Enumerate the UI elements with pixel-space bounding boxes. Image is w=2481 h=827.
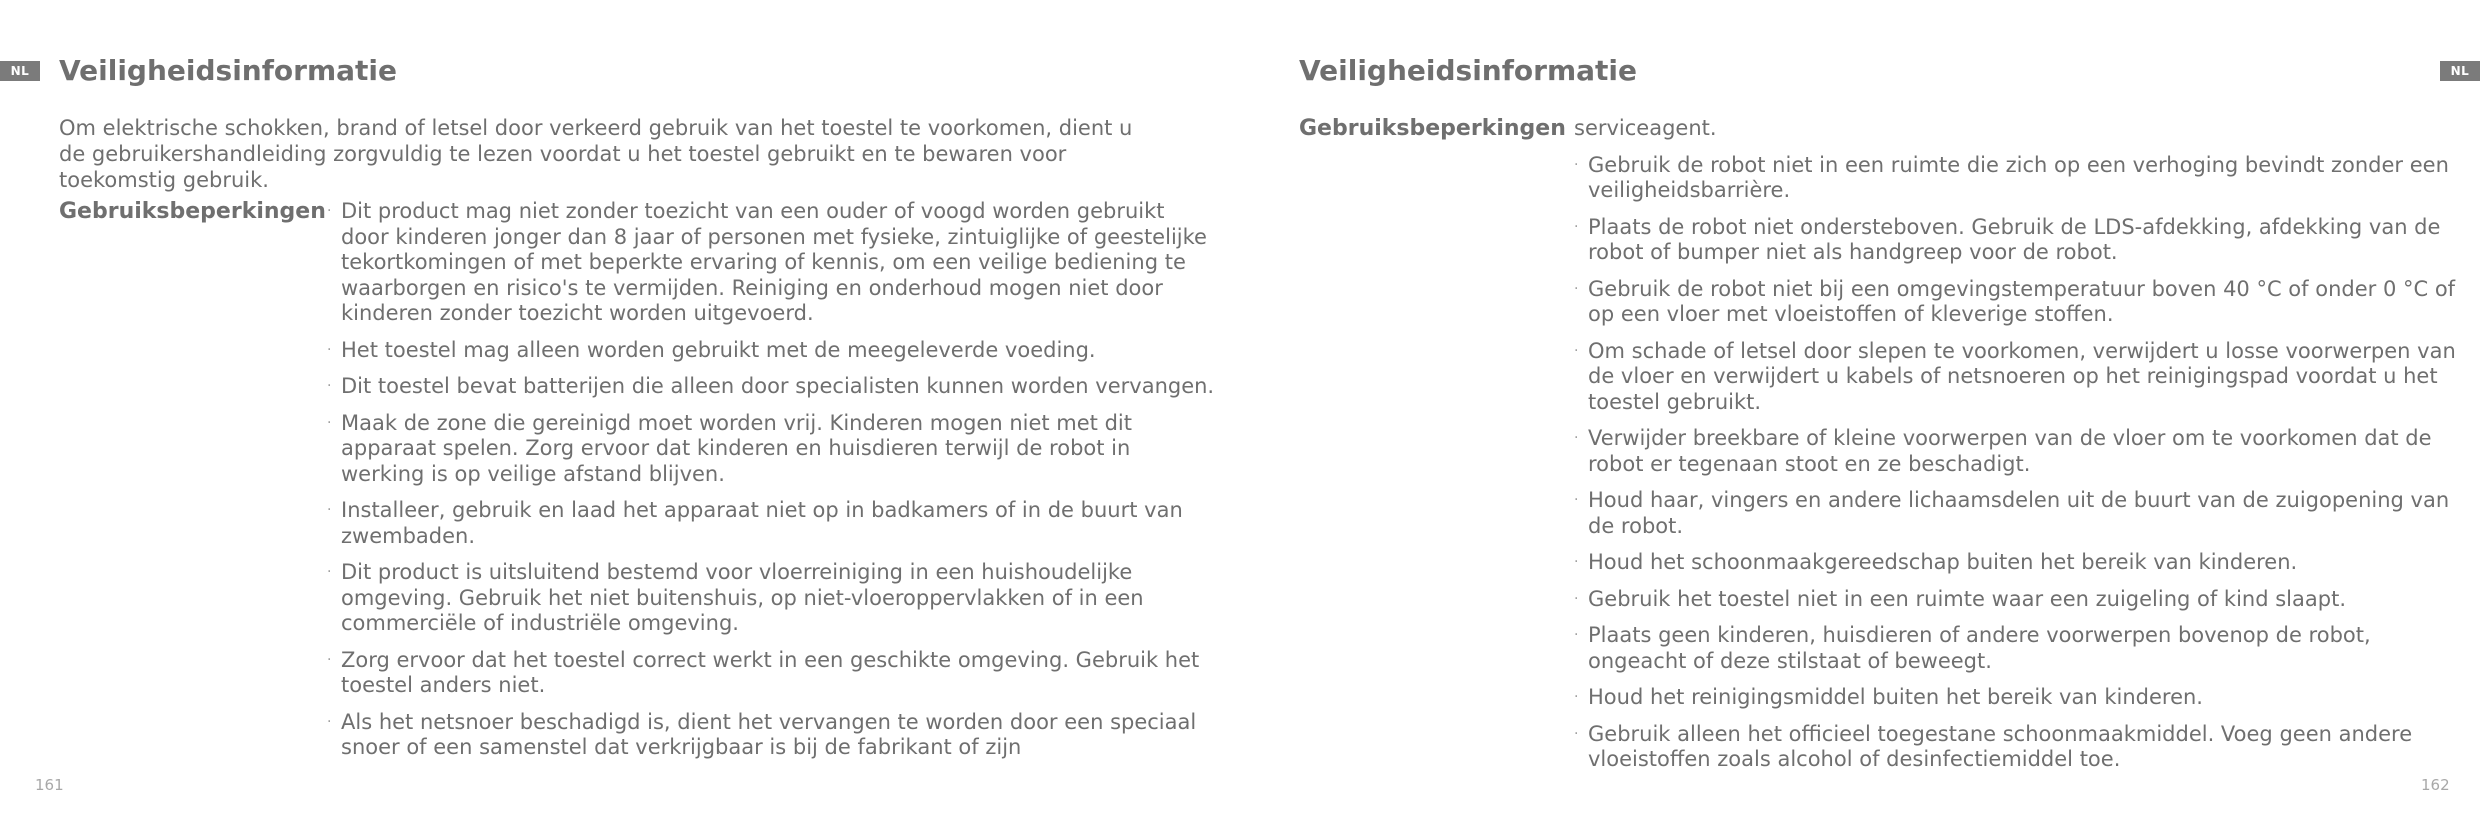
page-title: Veiligheidsinformatie — [59, 54, 397, 87]
bullet-dot-icon: · — [327, 713, 332, 730]
list-item: · Plaats de robot niet ondersteboven. Gebruik de LDS-afdekking, afdekking van de robot of bumper niet als handgreep voor de robot. — [1574, 214, 2441, 264]
bullet-dot-icon: · — [1574, 342, 1579, 359]
list-item: · Dit product is uitsluitend bestemd voor vloerreiniging in een huishoudelijke omgeving. Gebruik het niet buitenshuis, op niet-vloeroppervlakken of in een commerciële of industriële omgeving. — [327, 560, 1144, 635]
list-item: · Verwijder breekbare of kleine voorwerpen van de vloer om te voorkomen dat de robot er tegenaan stoot en ze beschadigt. — [1574, 426, 2432, 476]
bullet-dot-icon: · — [327, 564, 332, 580]
bullet-dot-icon: · — [1574, 689, 1579, 705]
page-title: Veiligheidsinformatie — [1299, 54, 1637, 87]
bullet-dot-icon: · — [1574, 554, 1579, 570]
bullet-list — [1574, 116, 2464, 784]
language-tab: NL — [2440, 61, 2480, 81]
bullet-dot-icon: · — [327, 378, 332, 394]
list-item: · Gebruik de robot niet bij een omgevingstemperatuur boven 40 °C of onder 0 °C of op een vloer met vloeistoffen of kleverige stoffen. — [1574, 276, 2456, 326]
list-item: · Maak de zone die gereinigd moet worden vrij. Kinderen mogen niet met dit apparaat spelen. Zorg ervoor dat kinderen en huisdieren terwijl de robot in werking is op veilige afstand blijven. — [327, 410, 1132, 486]
bullet-dot-icon: · — [1574, 218, 1579, 235]
list-item: · Het toestel mag alleen worden gebruikt met de meegeleverde voeding. — [327, 337, 1096, 362]
bullet-dot-icon: · — [1574, 590, 1579, 607]
list-item: · Gebruik het toestel niet in een ruimte waar een zuigeling of kind slaapt. — [1574, 586, 2346, 611]
list-item: · Gebruik de robot niet in een ruimte die zich op een verhoging bevindt zonder een veiligheidsbarrière. — [1574, 152, 2449, 202]
list-item: · Dit product mag niet zonder toezicht van een ouder of voogd worden gebruikt door kinderen jonger dan 8 jaar of personen met fysieke, zintuiglijke of geestelijke tekortkomingen of met beperkte ervaring of kennis, om een veilige bediening te waarborgen en risico's te vermijden. Reiniging en onderhoud mogen niet door kinderen zonder toezicht worden uitgevoerd. — [327, 199, 1207, 325]
right-page — [1241, 0, 2481, 827]
bullet-dot-icon: · — [327, 502, 332, 518]
left-page — [0, 0, 1240, 827]
intro-paragraph: Om elektrische schokken, brand of letsel door verkeerd gebruik van het toestel te voorkomen, dient u de gebruikershandleiding zorgvuldig te lezen voordat u het toestel gebruikt en te bewaren voor toekomstig gebruik. — [59, 116, 1133, 192]
list-item: · Installeer, gebruik en laad het apparaat niet op in badkamers of in de buurt van zwembaden. — [327, 498, 1183, 548]
list-item: · Houd het reinigingsmiddel buiten het bereik van kinderen. — [1574, 685, 2203, 709]
list-item-continuation: serviceagent. — [1574, 116, 1717, 140]
list-item: · Als het netsnoer beschadigd is, dient het vervangen te worden door een speciaal snoer of een samenstel dat verkrijgbaar is bij de fabrikant of zijn — [327, 709, 1197, 759]
bullet-dot-icon: · — [1574, 492, 1579, 508]
list-item: · Houd haar, vingers en andere lichaamsdelen uit de buurt van de zuigopening van de robot. — [1574, 488, 2450, 538]
bullet-dot-icon: · — [1574, 280, 1579, 297]
list-item: · Om schade of letsel door slepen te voorkomen, verwijdert u losse voorwerpen van de vloer en verwijdert u kabels of netsnoeren op het reinigingspad voordat u het toestel gebruikt. — [1574, 338, 2456, 414]
bullet-dot-icon: · — [1574, 430, 1579, 446]
list-item: · Gebruik alleen het officieel toegestane schoonmaakmiddel. Voeg geen andere vloeistoffen zoals alcohol of desinfectiemiddel toe. — [1574, 721, 2413, 771]
bullet-dot-icon: · — [327, 341, 332, 358]
bullet-dot-icon: · — [327, 203, 332, 219]
list-item: · Houd het schoonmaakgereedschap buiten het bereik van kinderen. — [1574, 550, 2298, 574]
page-number: 162 — [2421, 776, 2450, 794]
page-number: 161 — [35, 776, 64, 794]
bullet-dot-icon: · — [327, 414, 332, 431]
bullet-dot-icon: · — [1574, 156, 1579, 173]
bullet-dot-icon: · — [1574, 725, 1579, 742]
bullet-list — [327, 199, 1217, 772]
list-item: · Zorg ervoor dat het toestel correct werkt in een geschikte omgeving. Gebruik het toestel anders niet. — [327, 647, 1200, 697]
list-item: · Dit toestel bevat batterijen die alleen door specialisten kunnen worden vervangen. — [327, 374, 1215, 398]
list-item: · Plaats geen kinderen, huisdieren of andere voorwerpen bovenop de robot, ongeacht of deze stilstaat of beweegt. — [1574, 623, 2371, 673]
bullet-dot-icon: · — [327, 651, 332, 668]
section-label: Gebruiksbeperkingen — [1299, 116, 1566, 141]
bullet-dot-icon: · — [1574, 627, 1579, 643]
language-tab: NL — [0, 61, 40, 81]
section-label: Gebruiksbeperkingen — [59, 199, 326, 224]
